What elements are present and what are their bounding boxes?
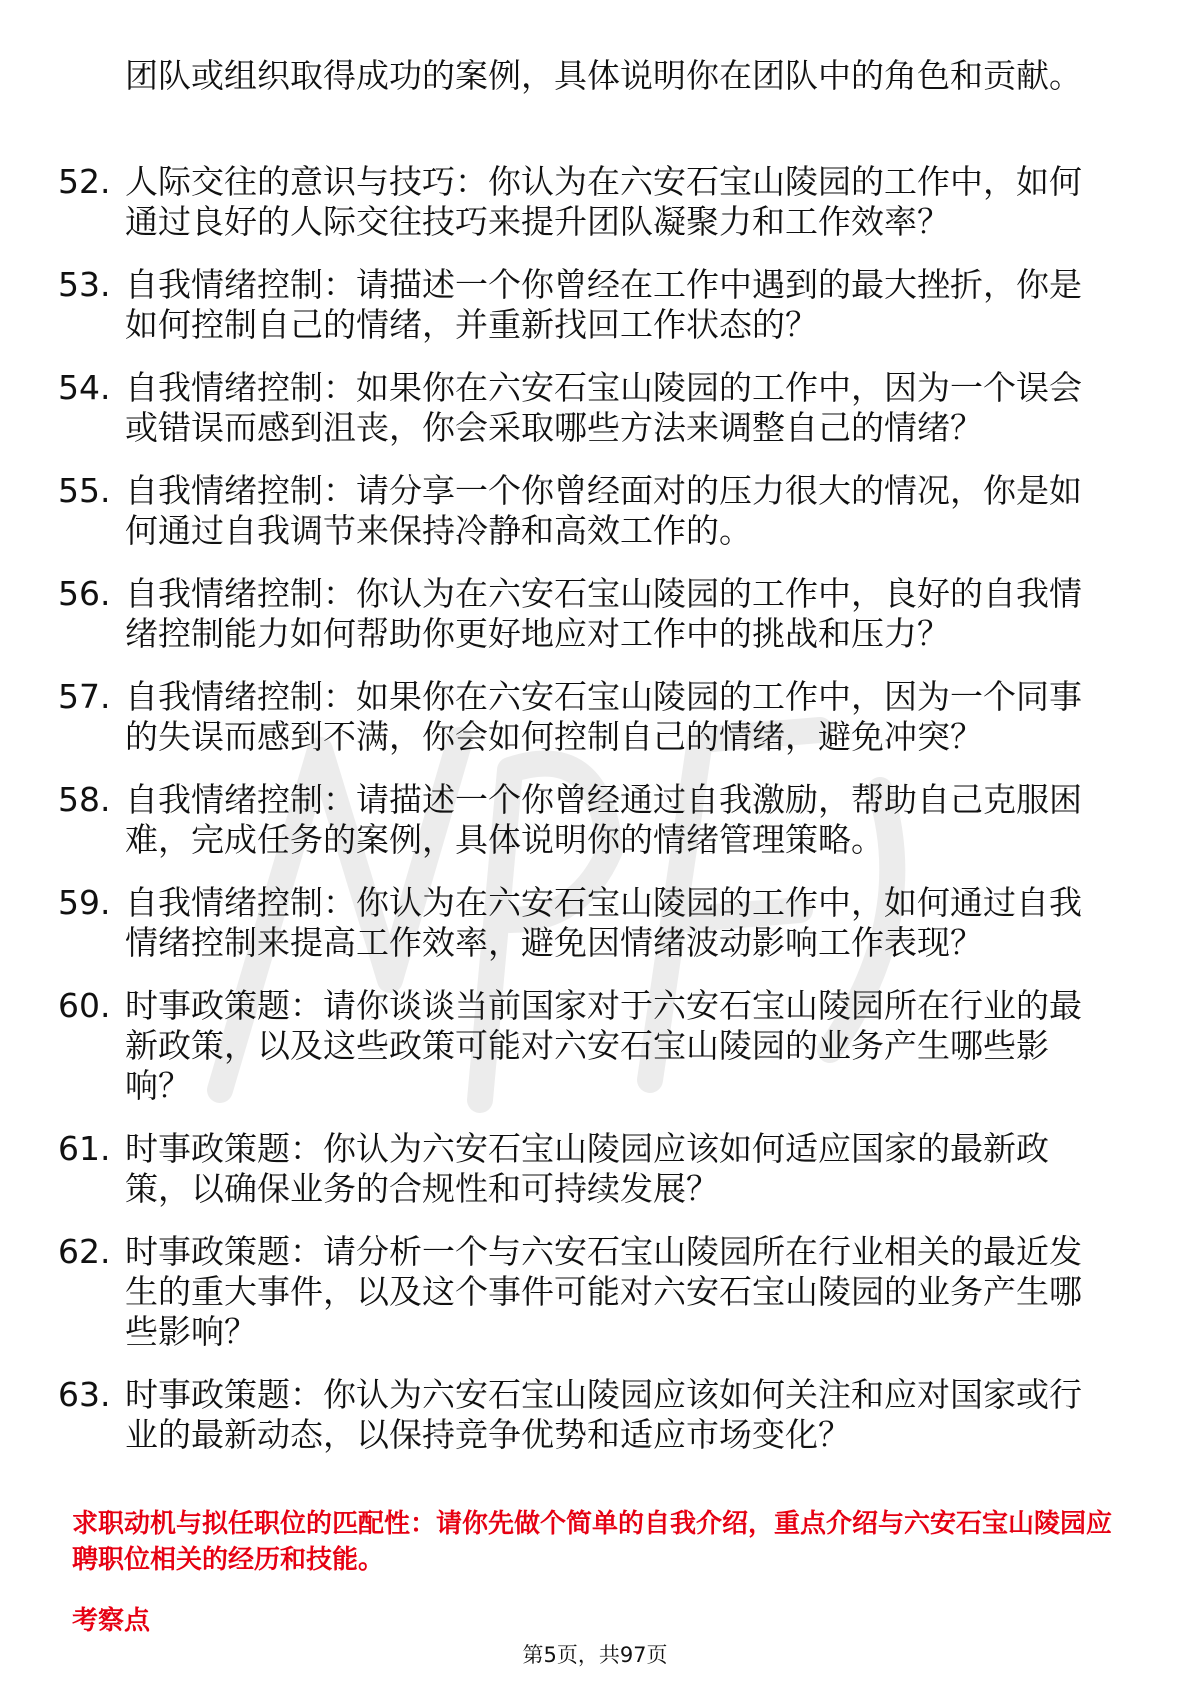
question-text: 时事政策题：请分析一个与六安石宝山陵园所在行业相关的最近发生的重大事件，以及这个事件可能对六安石宝山陵园的业务产生哪些影响？	[125, 1232, 1082, 1351]
question-item	[0, 986, 1105, 1106]
question-item	[0, 883, 1105, 963]
question-item	[0, 780, 1105, 860]
question-item	[0, 1129, 1105, 1209]
question-item	[0, 677, 1105, 757]
question-text: 自我情绪控制：如果你在六安石宝山陵园的工作中，因为一个同事的失误而感到不满，你会如何控制自己的情绪，避免冲突？	[125, 677, 1082, 756]
page-footer: 第5页，共97页	[522, 1643, 668, 1667]
question-item	[0, 265, 1105, 345]
question-item	[0, 1232, 1105, 1352]
question-text: 时事政策题：你认为六安石宝山陵园应该如何适应国家的最新政策，以确保业务的合规性和可持续发展？	[125, 1129, 1049, 1208]
section-label: 考察点	[72, 1606, 151, 1636]
question-number: 53.	[58, 265, 111, 304]
question-text: 自我情绪控制：如果你在六安石宝山陵园的工作中，因为一个误会或错误而感到沮丧，你会采取哪些方法来调整自己的情绪？	[125, 368, 1082, 447]
question-number: 57.	[58, 677, 111, 716]
question-number: 61.	[58, 1129, 111, 1168]
question-item	[0, 471, 1105, 551]
highlighted-question: 求职动机与拟任职位的匹配性：请你先做个简单的自我介绍，重点介绍与六安石宝山陵园应聘职位相关的经历和技能。	[72, 1509, 1113, 1575]
question-number: 54.	[58, 368, 111, 407]
question-item	[0, 368, 1105, 448]
question-text: 自我情绪控制：请描述一个你曾经在工作中遇到的最大挫折，你是如何控制自己的情绪，并重新找回工作状态的？	[125, 265, 1082, 344]
question-number: 52.	[58, 162, 111, 201]
question-number: 56.	[58, 574, 111, 613]
continued-question-text: 团队或组织取得成功的案例，具体说明你在团队中的角色和贡献。	[125, 56, 1082, 95]
question-number: 60.	[58, 986, 111, 1025]
question-text: 自我情绪控制：你认为在六安石宝山陵园的工作中，良好的自我情绪控制能力如何帮助你更好地应对工作中的挑战和压力？	[125, 574, 1082, 653]
question-item	[0, 162, 1105, 242]
question-text: 自我情绪控制：请分享一个你曾经面对的压力很大的情况，你是如何通过自我调节来保持冷静和高效工作的。	[125, 471, 1082, 550]
question-text: 时事政策题：请你谈谈当前国家对于六安石宝山陵园所在行业的最新政策，以及这些政策可能对六安石宝山陵园的业务产生哪些影响？	[125, 986, 1082, 1105]
question-number: 58.	[58, 780, 111, 819]
question-text: 自我情绪控制：你认为在六安石宝山陵园的工作中，如何通过自我情绪控制来提高工作效率，避免因情绪波动影响工作表现？	[125, 883, 1082, 962]
question-number: 59.	[58, 883, 111, 922]
question-item	[0, 574, 1105, 654]
question-number: 62.	[58, 1232, 111, 1271]
question-text: 自我情绪控制：请描述一个你曾经通过自我激励，帮助自己克服困难，完成任务的案例，具体说明你的情绪管理策略。	[125, 780, 1082, 859]
question-text: 人际交往的意识与技巧：你认为在六安石宝山陵园的工作中，如何通过良好的人际交往技巧来提升团队凝聚力和工作效率？	[125, 162, 1082, 241]
question-list	[0, 162, 1190, 1478]
question-number: 55.	[58, 471, 111, 510]
question-number: 63.	[58, 1375, 111, 1414]
question-item	[0, 1375, 1105, 1455]
question-text: 时事政策题：你认为六安石宝山陵园应该如何关注和应对国家或行业的最新动态，以保持竞争优势和适应市场变化？	[125, 1375, 1082, 1454]
